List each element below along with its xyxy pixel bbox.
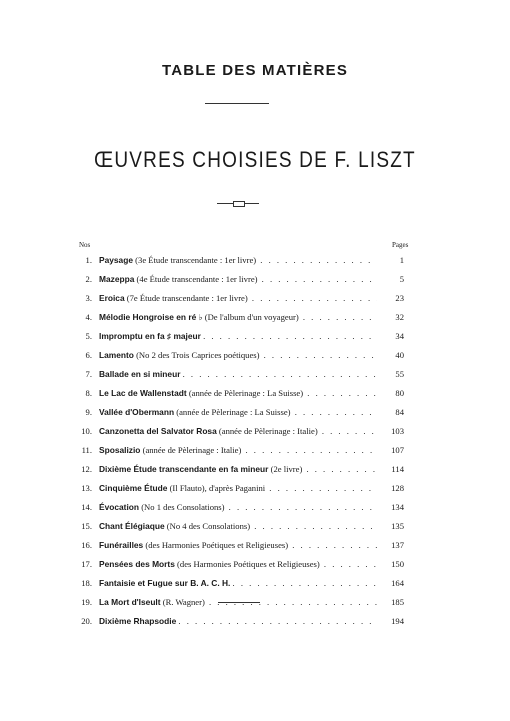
- toc-row: [0, 461, 510, 480]
- column-header-number: Nos: [79, 241, 91, 249]
- entry-text: [99, 388, 377, 398]
- entry-detail: (No 1 des Consolations): [141, 502, 225, 512]
- ornament-divider: [217, 200, 259, 206]
- entry-detail: (R. Wagner): [162, 597, 205, 607]
- entry-title: Chant Élégiaque: [99, 521, 165, 531]
- entry-page: 34: [395, 331, 404, 341]
- entry-text: [99, 502, 377, 512]
- entry-number: 19.: [81, 597, 92, 607]
- entry-page: 164: [391, 578, 404, 588]
- entry-number: 14.: [81, 502, 92, 512]
- toc-row: [0, 442, 510, 461]
- entry-number: 12.: [81, 464, 92, 474]
- entry-page: 55: [395, 369, 404, 379]
- entry-text: [99, 445, 377, 455]
- entry-title: Fantaisie et Fugue sur B. A. C. H.: [99, 578, 231, 588]
- entry-title: Dixième Étude transcendante en fa mineur: [99, 464, 269, 474]
- entry-page: 134: [391, 502, 404, 512]
- entry-number: 15.: [81, 521, 92, 531]
- entry-number: 16.: [81, 540, 92, 550]
- toc-row: [0, 328, 510, 347]
- entry-page: 150: [391, 559, 404, 569]
- entry-detail: (De l'album d'un voyageur): [204, 312, 299, 322]
- entry-text: [99, 616, 377, 626]
- toc-row: [0, 480, 510, 499]
- toc-row: [0, 385, 510, 404]
- entry-number: 17.: [81, 559, 92, 569]
- entry-number: 18.: [81, 578, 92, 588]
- entry-detail: (année de Pèlerinage : La Suisse): [188, 388, 304, 398]
- entry-number: 20.: [81, 616, 92, 626]
- entry-text: [99, 274, 377, 284]
- entry-detail: (7e Étude transcendante : 1er livre): [126, 293, 248, 303]
- bottom-divider: [218, 602, 260, 603]
- entry-title: Funérailles: [99, 540, 144, 550]
- entry-page: 23: [395, 293, 404, 303]
- entry-number: 3.: [85, 293, 92, 303]
- toc-row: [0, 347, 510, 366]
- entry-page: 135: [391, 521, 404, 531]
- toc-row: [0, 537, 510, 556]
- entry-title: Cinquième Étude: [99, 483, 168, 493]
- entry-detail: (des Harmonies Poétiques et Religieuses): [177, 559, 320, 569]
- entry-title: Vallée d'Obermann: [99, 407, 175, 417]
- toc-row: [0, 252, 510, 271]
- entry-text: [99, 331, 377, 341]
- entry-detail: (année de Pèlerinage : Italie): [218, 426, 318, 436]
- entry-text: [99, 293, 377, 303]
- toc-row: [0, 613, 510, 632]
- entry-detail: (année de Pèlerinage : Italie): [142, 445, 242, 455]
- entry-page: 128: [391, 483, 404, 493]
- entry-title: Mélodie Hongroise en ré ♭: [99, 312, 203, 322]
- entry-text: [99, 578, 377, 588]
- page-subtitle: ŒUVRES CHOISIES DE F. LISZT: [94, 148, 416, 173]
- ornament-box: [233, 201, 245, 207]
- entry-title: La Mort d'Iseult: [99, 597, 161, 607]
- entry-title: Sposalizio: [99, 445, 141, 455]
- entry-text: [99, 407, 377, 417]
- page-title: TABLE DES MATIÈRES: [161, 62, 349, 79]
- entry-title: Pensées des Morts: [99, 559, 175, 569]
- entry-detail: (3e Étude transcendante : 1er livre): [135, 255, 257, 265]
- entry-detail: (année de Pèlerinage : La Suisse): [176, 407, 291, 417]
- entry-text: [99, 255, 377, 265]
- entry-text: [99, 464, 377, 474]
- entry-number: 11.: [81, 445, 92, 455]
- entry-page: 107: [391, 445, 404, 455]
- entry-title: Évocation: [99, 502, 140, 512]
- entry-number: 8.: [85, 388, 92, 398]
- entry-number: 9.: [85, 407, 92, 417]
- entry-number: 1.: [85, 255, 92, 265]
- entry-title: Mazeppa: [99, 274, 135, 284]
- toc-row: [0, 556, 510, 575]
- entry-title: Eroica: [99, 293, 125, 303]
- entry-detail: (No 4 des Consolations): [166, 521, 251, 531]
- entry-number: 5.: [85, 331, 92, 341]
- entry-number: 10.: [81, 426, 92, 436]
- entry-detail: (4e Étude transcendante : 1er livre): [136, 274, 258, 284]
- toc-row: [0, 499, 510, 518]
- toc-row: [0, 404, 510, 423]
- entry-page: 1: [399, 255, 404, 265]
- entry-text: [99, 540, 377, 550]
- entry-page: 103: [391, 426, 404, 436]
- entry-page: 40: [395, 350, 404, 360]
- entry-title: Paysage: [99, 255, 133, 265]
- entry-detail: (2e livre): [270, 464, 303, 474]
- entry-text: [99, 350, 377, 360]
- entry-text: [99, 521, 377, 531]
- toc-row: [0, 309, 510, 328]
- toc-row: [0, 575, 510, 594]
- entry-title: Impromptu en fa ♯ majeur: [99, 331, 201, 341]
- entry-text: [99, 483, 377, 493]
- entry-detail: (No 2 des Trois Caprices poétiques): [136, 350, 260, 360]
- entry-page: 84: [395, 407, 404, 417]
- toc-row: [0, 518, 510, 537]
- toc-row: [0, 366, 510, 385]
- entry-text: [99, 312, 377, 322]
- entry-page: 137: [391, 540, 404, 550]
- column-header-pages: Pages: [392, 241, 409, 249]
- title-divider: [205, 103, 269, 104]
- toc-row: [0, 423, 510, 442]
- entry-page: 194: [391, 616, 404, 626]
- entry-text: [99, 426, 377, 436]
- entry-detail: (Il Flauto), d'après Paganini: [169, 483, 266, 493]
- entry-page: 114: [391, 464, 404, 474]
- entry-number: 6.: [85, 350, 92, 360]
- entry-text: [99, 559, 377, 569]
- toc-row: [0, 290, 510, 309]
- entry-page: 5: [399, 274, 404, 284]
- entry-number: 4.: [85, 312, 92, 322]
- entry-page: 80: [395, 388, 404, 398]
- entry-number: 13.: [81, 483, 92, 493]
- entry-detail: (des Harmonies Poétiques et Religieuses): [145, 540, 289, 550]
- entry-number: 7.: [85, 369, 92, 379]
- toc-row: [0, 271, 510, 290]
- entry-number: 2.: [85, 274, 92, 284]
- entry-title: Lamento: [99, 350, 134, 360]
- entry-title: Ballade en si mineur: [99, 369, 181, 379]
- entry-page: 185: [391, 597, 404, 607]
- entry-title: Dixième Rhapsodie: [99, 616, 177, 626]
- entry-title: Canzonetta del Salvator Rosa: [99, 426, 217, 436]
- entry-text: [99, 369, 377, 379]
- entry-page: 32: [395, 312, 404, 322]
- toc-row: [0, 594, 510, 613]
- table-of-contents: [0, 252, 510, 632]
- entry-title: Le Lac de Wallenstadt: [99, 388, 187, 398]
